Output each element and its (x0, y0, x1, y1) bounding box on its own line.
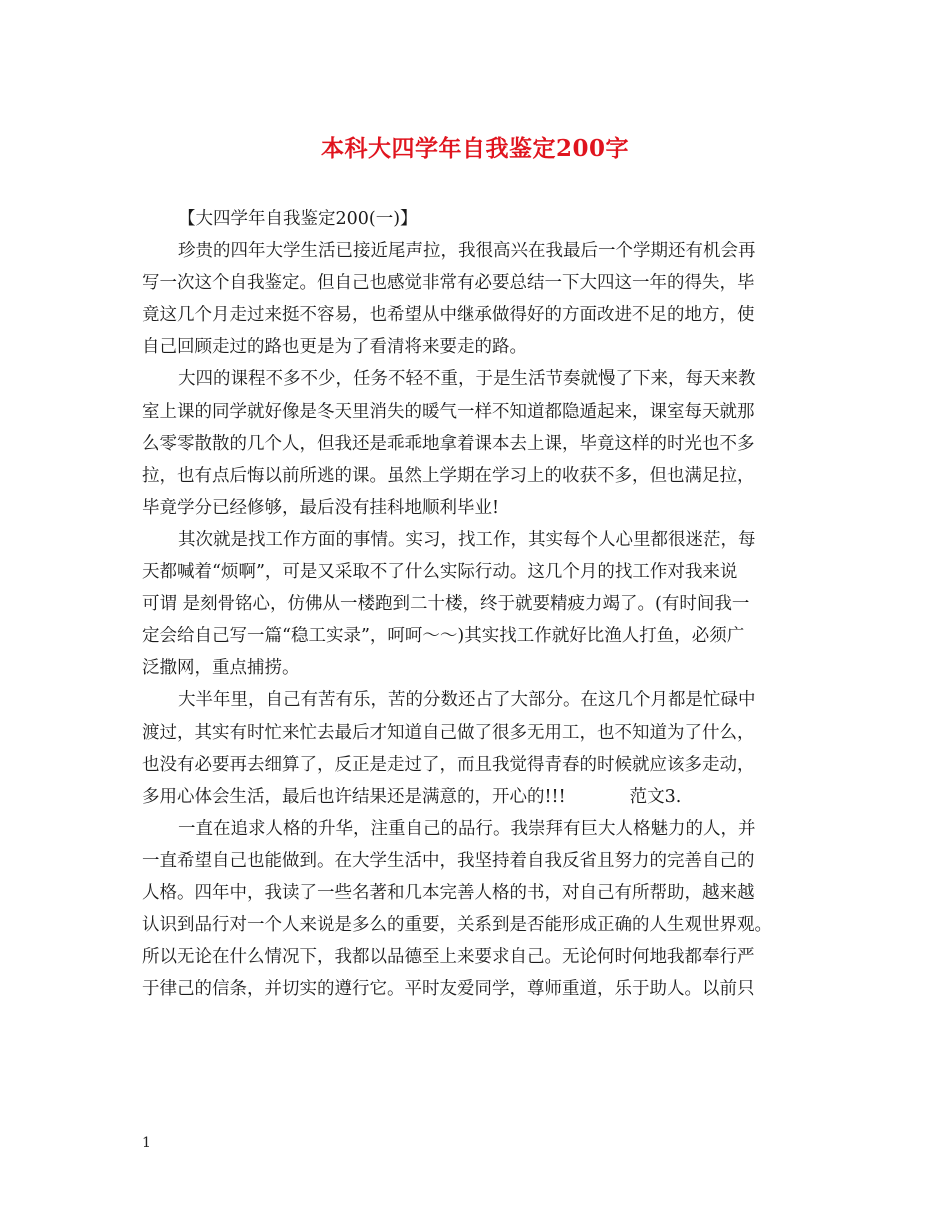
text-line-content: 也没有必要再去细算了，反正是走过了，而且我觉得青春的时候就应该多走动， (142, 754, 755, 775)
text-line-content: 多用心体会生活，最后也许结果还是满意的，开心的!!! (142, 786, 566, 807)
text-line (142, 620, 814, 652)
page-number: 1 (142, 1135, 151, 1151)
text-line (142, 813, 814, 845)
text-line-content: 大四的课程不多不少，任务不轻不重，于是生活节奏就慢了下来，每天来教 (178, 369, 756, 390)
text-line (142, 492, 814, 524)
text-line-content: 所以无论在什么情况下，我都以品德至上来要求自己。无论何时何地我都奉行严 (142, 947, 755, 968)
text-line-suffix: 范文3. (629, 786, 682, 807)
text-line-content: 【大四学年自我鉴定200(一)】 (178, 209, 418, 229)
text-line-content: 其次就是找工作方面的事情。实习，找工作，其实每个人心里都很迷茫，每 (178, 529, 756, 550)
text-line (142, 909, 814, 941)
text-line-content: 一直希望自己也能做到。在大学生活中，我坚持着自我反省且努力的完善自己的 (142, 850, 755, 871)
text-line-content: 于律己的信条，并切实的遵行它。平时友爱同学，尊师重道，乐于助人。以前只 (142, 979, 755, 1000)
text-line-content: 拉，也有点后悔以前所逃的课。虽然上学期在学习上的收获不多，但也满足拉， (142, 465, 755, 486)
text-line-content: 认识到品行对一个人来说是多么的重要，关系到是否能形成正确的人生观世界观。 (142, 915, 772, 936)
text-line (142, 235, 814, 267)
text-line-content: 渡过，其实有时忙来忙去最后才知道自己做了很多无用工，也不知道为了什么， (142, 722, 755, 743)
text-line (142, 749, 814, 781)
text-line (142, 524, 814, 556)
text-line (142, 396, 814, 428)
text-line (142, 460, 814, 492)
text-line (142, 877, 814, 909)
text-line (142, 845, 814, 877)
text-line-content: 人格。四年中，我读了一些名著和几本完善人格的书，对自己有所帮助，越来越 (142, 882, 755, 903)
document-body (142, 203, 814, 1005)
text-line (142, 941, 814, 973)
text-line-content: 大半年里，自己有苦有乐，苦的分数还占了大部分。在这几个月都是忙碌中 (178, 690, 756, 711)
text-line (142, 267, 814, 299)
text-line (142, 203, 814, 235)
text-line (142, 363, 814, 395)
text-line-content: 么零零散散的几个人，但我还是乖乖地拿着课本去上课，毕竟这样的时光也不多 (142, 433, 755, 454)
text-line (142, 556, 814, 588)
text-line (142, 588, 814, 620)
text-line (142, 299, 814, 331)
text-line (142, 717, 814, 749)
text-line (142, 652, 814, 684)
text-line-content: 毕竟学分已经修够，最后没有挂科地顺利毕业! (142, 497, 500, 518)
text-line-content: 室上课的同学就好像是冬天里消失的暖气一样不知道都隐遁起来，课室每天就那 (142, 401, 755, 422)
text-line-content: 一直在追求人格的升华，注重自己的品行。我崇拜有巨大人格魅力的人，并 (178, 818, 756, 839)
text-line (142, 428, 814, 460)
text-line (142, 781, 814, 813)
text-line-content: 天都喊着“烦啊”，可是又采取不了什么实际行动。这几个月的找工作对我来说 (142, 562, 738, 583)
text-line-content: 珍贵的四年大学生活已接近尾声拉，我很高兴在我最后一个学期还有机会再 (178, 241, 756, 262)
text-line (142, 331, 814, 363)
text-line-content: 竟这几个月走过来挺不容易，也希望从中继承做得好的方面改进不足的地方，使 (142, 305, 755, 326)
text-line-content: 自己回顾走过的路也更是为了看清将来要走的路。 (142, 337, 527, 358)
document-title: 本科大四学年自我鉴定200字 (320, 135, 629, 162)
text-line-content: 可谓 是刻骨铭心，仿佛从一楼跑到二十楼，终于就要精疲力竭了。(有时间我一 (142, 594, 750, 615)
text-line-content: 写一次这个自我鉴定。但自己也感觉非常有必要总结一下大四这一年的得失，毕 (142, 273, 755, 294)
text-line-content: 泛撒网，重点捕捞。 (142, 658, 300, 679)
text-line (142, 973, 814, 1005)
text-line (142, 684, 814, 716)
text-line-content: 定会给自己写一篇“稳工实录”，呵呵～～)其实找工作就好比渔人打鱼，必须广 (142, 626, 745, 647)
